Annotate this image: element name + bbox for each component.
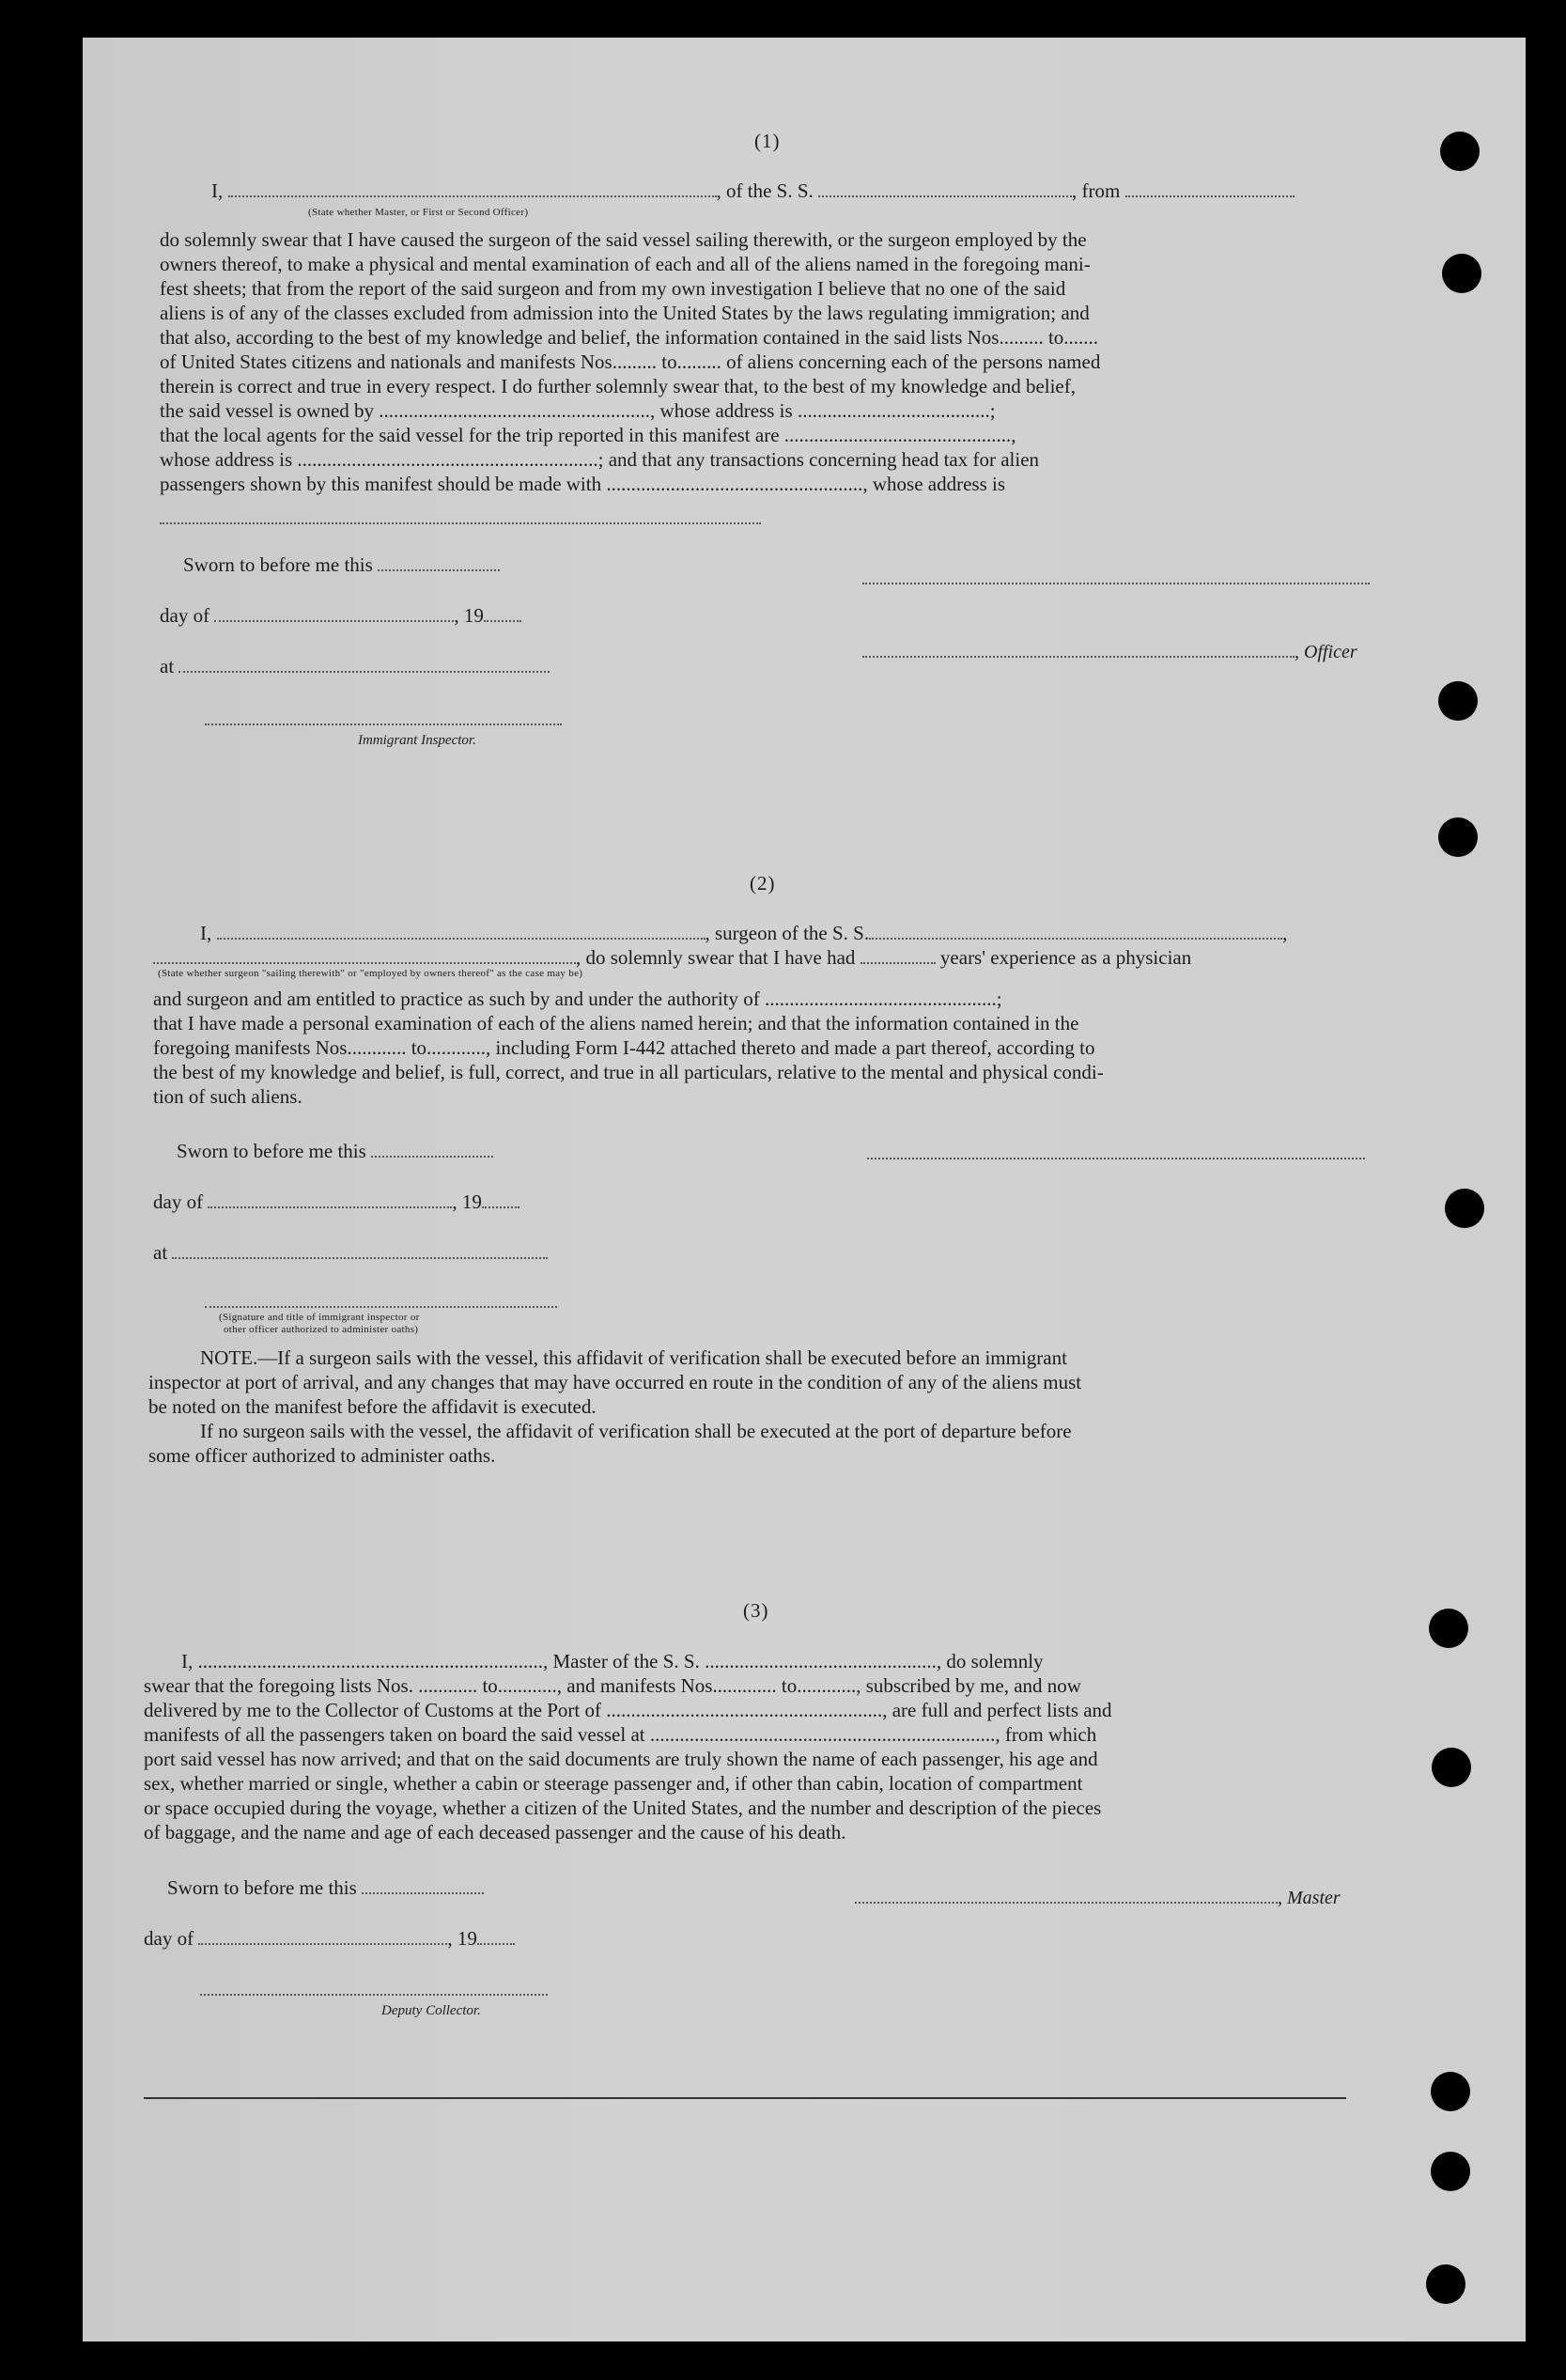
oath-line: foregoing manifests Nos............ to............, including Form I-442 attached thereto and made a part thereof, according to xyxy=(153,1036,1095,1059)
oath-line: the best of my knowledge and belief, is full, correct, and true in all particulars, relative to the mental and physical condi- xyxy=(153,1061,1104,1083)
i-label: I, xyxy=(200,922,212,944)
i-label: I, xyxy=(211,179,224,202)
section-3-number: (3) xyxy=(743,1599,769,1622)
at-label: at xyxy=(153,1241,168,1264)
binder-hole xyxy=(1431,2152,1470,2191)
at-label: at xyxy=(160,655,175,677)
officer-signature-line-top[interactable] xyxy=(862,583,1370,584)
oath-line: tion of such aliens. xyxy=(153,1085,302,1108)
sworn-label: Sworn to before me this xyxy=(177,1140,366,1162)
officer-label: , Officer xyxy=(1295,642,1357,662)
surgeon-vessel-field[interactable] xyxy=(869,923,1282,940)
master-signature-field[interactable] xyxy=(855,1887,1278,1904)
section-1-at xyxy=(160,654,550,678)
oath-line: passengers shown by this manifest should be made with ...................................................., whose address is xyxy=(160,473,1005,495)
oath-line: therein is correct and true in every respect. I do further solemnly swear that, to the best of my knowledge and belief, xyxy=(160,375,1076,397)
binder-hole xyxy=(1432,1748,1471,1787)
sworn-label: Sworn to before me this xyxy=(183,553,373,576)
binder-hole xyxy=(1429,1609,1468,1648)
oath-line: I, ......................................................................, Master of the S. S. ..............................................., do solemnly xyxy=(181,1650,1044,1672)
oath-line: swear that the foregoing lists Nos. ............ to............, and manifests Nos............. to............, subscribed by me, and now xyxy=(144,1674,1081,1697)
oath-line: aliens is of any of the classes excluded from admission into the United States by the laws regulating immigration; and xyxy=(160,302,1090,324)
officer-signature-field[interactable] xyxy=(862,641,1295,658)
oath-line: manifests of all the passengers taken on board the said vessel at ......................................................................, from which xyxy=(144,1723,1097,1746)
day-of-label: day of xyxy=(144,1927,194,1950)
at-field[interactable] xyxy=(178,656,550,673)
section-1-officer-line xyxy=(211,179,1295,203)
section-2-oath-text xyxy=(153,987,1104,1109)
oath-line: of United States citizens and nationals and manifests Nos......... to......... of aliens concerning each of the persons named xyxy=(160,350,1101,373)
year-label: , 19 xyxy=(452,1190,482,1213)
section-3-sworn xyxy=(167,1875,484,1900)
from-label: , from xyxy=(1072,179,1121,202)
bottom-rule xyxy=(144,2097,1346,2099)
section-3-day xyxy=(144,1926,515,1951)
binder-hole xyxy=(1440,132,1480,171)
at-field[interactable] xyxy=(172,1242,548,1259)
oath-line: port said vessel has now arrived; and that on the said documents are truly shown the name of each passenger, his age and xyxy=(144,1748,1098,1770)
binder-hole xyxy=(1431,2072,1470,2111)
section-1-oath-text xyxy=(160,227,1100,496)
day-of-label: day of xyxy=(160,604,210,627)
day-of-field[interactable] xyxy=(198,1928,447,1945)
oath-line: of baggage, and the name and age of each deceased passenger and the cause of his death. xyxy=(144,1821,846,1843)
day-of-field[interactable] xyxy=(208,1191,452,1208)
section-1-day xyxy=(160,603,521,628)
inspector-signature-line[interactable] xyxy=(205,723,562,725)
manifest-page xyxy=(83,38,1526,2341)
day-of-label: day of xyxy=(153,1190,204,1213)
note-line: inspector at port of arrival, and any changes that may have occurred en route in the condition of any of the aliens must xyxy=(148,1371,1082,1393)
sworn-date-field[interactable] xyxy=(378,554,500,571)
oath-line: whose address is .............................................................; and that any transactions concerning head tax for alien xyxy=(160,448,1040,471)
from-port-field[interactable] xyxy=(1125,180,1295,197)
year-field[interactable] xyxy=(484,605,521,622)
year-label: , 19 xyxy=(447,1927,477,1950)
section-1-officer-sig xyxy=(862,639,1357,664)
oath-line: sex, whether married or single, whether a cabin or steerage passenger and, if other than cabin, location of compartment xyxy=(144,1772,1083,1795)
master-label: , Master xyxy=(1278,1888,1341,1908)
section-2-sworn xyxy=(177,1139,493,1163)
oath-line: that I have made a personal examination of each of the aliens named herein; and that the information contained in the xyxy=(153,1012,1079,1034)
sworn-date-field[interactable] xyxy=(362,1877,484,1894)
note-line: some officer authorized to administer oaths. xyxy=(148,1444,496,1467)
note-line: NOTE.—If a surgeon sails with the vessel, this affidavit of verification shall be executed before an immigrant xyxy=(200,1346,1067,1369)
section-3-oath-text xyxy=(144,1649,1112,1844)
binder-hole xyxy=(1438,681,1478,721)
oath-line: delivered by me to the Collector of Customs at the Port of ........................................................, are full and perfect lists and xyxy=(144,1699,1112,1721)
oath-line: the said vessel is owned by ......................................................., whose address is .......................................; xyxy=(160,399,996,422)
signature-note-1: (Signature and title of immigrant inspector or xyxy=(219,1312,420,1323)
oath-line: owners thereof, to make a physical and mental examination of each and all of the aliens named in the foregoing mani- xyxy=(160,253,1091,275)
years-field[interactable] xyxy=(861,947,936,964)
surgeon-note: (State whether surgeon "sailing therewith" or "employed by owners thereof" as the case may be) xyxy=(158,968,583,979)
binder-hole xyxy=(1426,2264,1465,2304)
officer-note: (State whether Master, or First or Second Officer) xyxy=(308,207,529,218)
section-2-surgeon-line: I, , surgeon of the S. S. , xyxy=(200,922,1288,944)
surgeon-of-label: , surgeon of the S. S. xyxy=(705,922,870,944)
binder-hole xyxy=(1442,254,1481,293)
section-2-number: (2) xyxy=(750,872,776,894)
years-label: years' experience as a physician xyxy=(939,946,1192,969)
section-1-number: (1) xyxy=(754,130,781,152)
address-continuation-line[interactable] xyxy=(160,522,761,524)
collector-label: Deputy Collector. xyxy=(381,2003,481,2018)
surgeon-type-field[interactable] xyxy=(153,947,576,964)
inspector-signature-line[interactable] xyxy=(205,1306,557,1308)
sworn-date-field[interactable] xyxy=(371,1141,493,1158)
sworn-label: Sworn to before me this xyxy=(167,1876,357,1899)
surgeon-name-field[interactable] xyxy=(217,923,705,940)
oath-line: that the local agents for the said vessel for the trip reported in this manifest are .............................................., xyxy=(160,424,1016,446)
note-line: be noted on the manifest before the affidavit is executed. xyxy=(148,1395,597,1418)
of-the-ss-label: , of the S. S. xyxy=(716,179,814,202)
note-line: If no surgeon sails with the vessel, the affidavit of verification shall be executed at the port of departure before xyxy=(200,1420,1072,1442)
section-2-swear-line xyxy=(153,945,1191,970)
year-label: , 19 xyxy=(454,604,484,627)
officer-name-field[interactable] xyxy=(228,180,717,197)
oath-line: that also, according to the best of my knowledge and belief, the information contained in the said lists Nos......... to....... xyxy=(160,326,1099,349)
year-field[interactable] xyxy=(482,1191,519,1208)
signature-note-2: other officer authorized to administer oaths) xyxy=(224,1324,419,1335)
inspector-label: Immigrant Inspector. xyxy=(358,733,476,748)
section-3-master-sig xyxy=(855,1885,1341,1910)
oath-line: or space occupied during the voyage, whether a citizen of the United States, and the number and description of the pieces xyxy=(144,1797,1102,1819)
day-of-field[interactable] xyxy=(214,605,454,622)
section-2-note xyxy=(148,1346,1081,1468)
vessel-name-field[interactable] xyxy=(818,180,1072,197)
oath-line: fest sheets; that from the report of the said surgeon and from my own investigation I believe that no one of the said xyxy=(160,277,1066,300)
section-1-sworn xyxy=(183,552,500,577)
section-2-at xyxy=(153,1240,548,1265)
collector-signature-line[interactable] xyxy=(200,1994,548,1996)
year-field[interactable] xyxy=(477,1928,515,1945)
oath-line: and surgeon and am entitled to practice as such by and under the authority of ...............................................; xyxy=(153,988,1002,1010)
swear-label: , do solemnly swear that I have had xyxy=(576,946,856,969)
surgeon-signature-line[interactable] xyxy=(867,1158,1365,1159)
section-2-day xyxy=(153,1190,519,1214)
oath-line: do solemnly swear that I have caused the surgeon of the said vessel sailing therewith, or the surgeon employed by the xyxy=(160,228,1087,251)
binder-hole xyxy=(1438,817,1478,857)
binder-hole xyxy=(1445,1189,1484,1228)
